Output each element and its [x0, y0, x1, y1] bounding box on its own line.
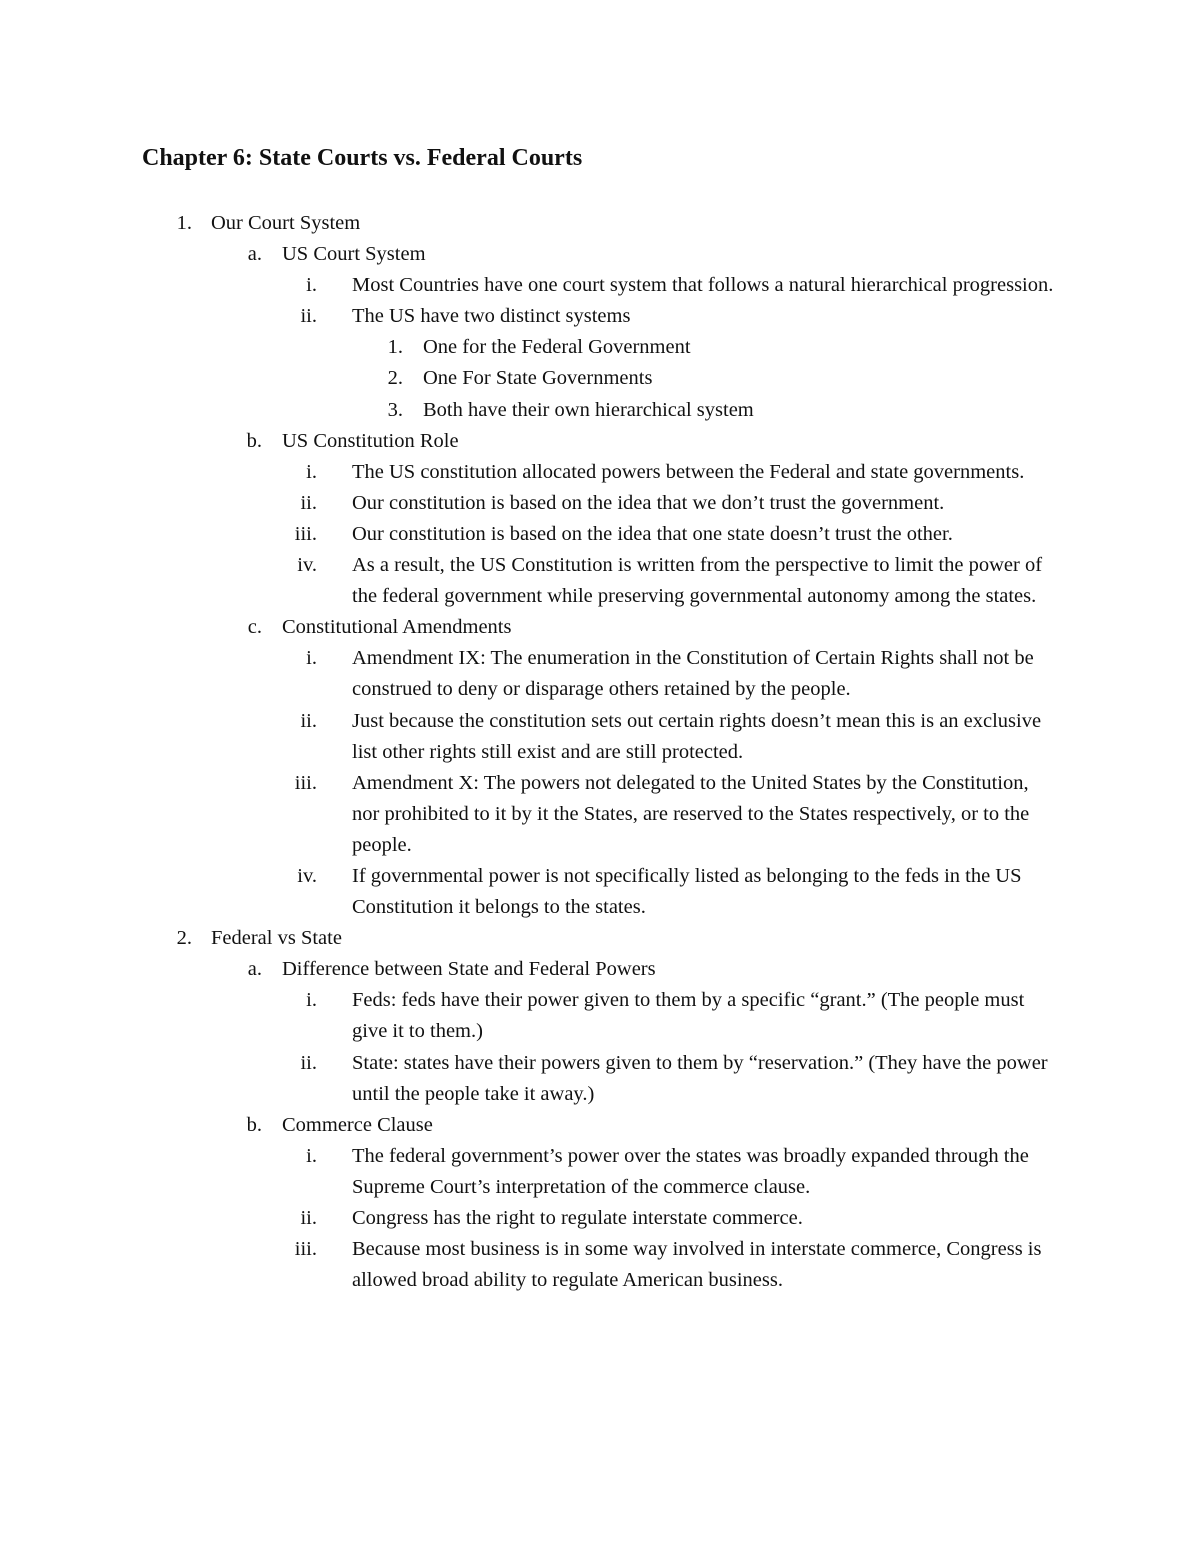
outline-text: Commerce Clause: [282, 1113, 433, 1136]
outline-text: Constitutional Amendments: [282, 616, 512, 639]
outline-marker: iii.: [294, 1238, 317, 1261]
outline-item: [0, 1141, 1200, 1203]
outline-text: The US constitution allocated powers between the Federal and state governments.: [352, 460, 1025, 483]
outline-marker: iii.: [294, 771, 317, 794]
outline-text: One For State Governments: [423, 367, 653, 390]
outline-text: Congress has the right to regulate interstate commerce.: [352, 1207, 803, 1229]
outline-item: [0, 706, 1200, 768]
outline-item: [0, 1203, 1200, 1234]
outline-marker: iv.: [297, 864, 317, 887]
outline-marker: ii.: [300, 305, 317, 328]
outline-marker: i.: [306, 1144, 317, 1167]
outline-text: Our constitution is based on the idea that one state doesn’t trust the other.: [352, 522, 953, 545]
outline-item: [0, 861, 1200, 923]
outline-marker: iv.: [297, 554, 317, 577]
outline-marker: 1.: [176, 212, 192, 234]
outline-text: If governmental power is not specifically listed as belonging to the feds in the US Constitution it belongs to the states.: [352, 864, 1022, 919]
outline-item: [0, 457, 1200, 488]
outline-marker: c.: [247, 616, 262, 639]
outline-item: [0, 1234, 1200, 1296]
outline-marker: a.: [247, 243, 262, 266]
outline-marker: ii.: [300, 1051, 317, 1074]
outline-item: [0, 301, 1200, 332]
outline-item: [0, 923, 1200, 954]
outline-item: [0, 612, 1200, 643]
outline-marker: i.: [306, 460, 317, 483]
outline-text: US Court System: [282, 243, 426, 266]
outline-text: Feds: feds have their power given to them by a specific “grant.” (The people must give it to them.): [352, 989, 1025, 1043]
outline-item: [0, 1110, 1200, 1141]
outline-text: Our constitution is based on the idea that we don’t trust the government.: [352, 491, 945, 514]
outline-item: [0, 488, 1200, 519]
outline-marker: iii.: [294, 522, 317, 545]
outline-item: [0, 208, 1200, 239]
outline-text: Federal vs State: [211, 927, 342, 950]
outline-marker: ii.: [300, 1207, 317, 1229]
outline-item: [0, 1048, 1200, 1110]
outline-item: [0, 239, 1200, 270]
outline-marker: i.: [306, 274, 317, 297]
outline-text: Difference between State and Federal Powers: [282, 958, 656, 981]
outline-text: Amendment IX: The enumeration in the Constitution of Certain Rights shall not be construed to deny or disparage others retained by the people.: [352, 647, 1034, 701]
outline-marker: 1.: [387, 336, 403, 359]
outline-text: The federal government’s power over the states was broadly expanded through the Supreme Court’s interpretation of the commerce clause.: [352, 1144, 1029, 1198]
outline-text: As a result, the US Constitution is written from the perspective to limit the power of the federal government while preserving governmental autonomy among the states.: [352, 554, 1043, 608]
outline-text: Amendment X: The powers not delegated to the United States by the Constitution, nor prohibited to it by it the States, are reserved to the States respectively, or to the people.: [352, 771, 1030, 856]
outline-marker: ii.: [300, 491, 317, 514]
outline-item: [0, 954, 1200, 985]
outline-marker: ii.: [300, 709, 317, 732]
outline-text: Both have their own hierarchical system: [423, 398, 754, 421]
outline-text: Just because the constitution sets out certain rights doesn’t mean this is an exclusive list other rights still exist and are still protected.: [352, 709, 1042, 763]
outline-marker: 2.: [176, 927, 192, 950]
outline-item: [0, 519, 1200, 550]
outline-item: [0, 363, 1200, 394]
outline-text: One for the Federal Government: [423, 336, 691, 359]
outline-marker: b.: [246, 1113, 262, 1136]
outline-item: [0, 985, 1200, 1047]
page-title: Chapter 6: State Courts vs. Federal Courts: [142, 145, 583, 171]
outline-marker: i.: [306, 647, 317, 670]
outline-item: [0, 395, 1200, 426]
outline-text: Our Court System: [211, 212, 361, 234]
outline-item: [0, 550, 1200, 612]
outline-item: [0, 643, 1200, 705]
outline-item: [0, 426, 1200, 457]
outline-marker: b.: [246, 429, 262, 452]
outline-marker: i.: [306, 989, 317, 1012]
outline-marker: a.: [247, 958, 262, 981]
outline-item: [0, 768, 1200, 861]
outline-text: State: states have their powers given to them by “reservation.” (They have the power until the people take it away.): [352, 1051, 1048, 1105]
outline-text: US Constitution Role: [282, 429, 459, 452]
outline-marker: 2.: [387, 367, 403, 390]
outline-marker: 3.: [387, 398, 403, 421]
outline-item: [0, 332, 1200, 363]
outline-list: [0, 208, 1200, 1296]
outline-text: Most Countries have one court system that follows a natural hierarchical progression.: [352, 274, 1054, 297]
outline-item: [0, 270, 1200, 301]
outline-text: Because most business is in some way involved in interstate commerce, Congress is allowed broad ability to regulate American business.: [352, 1238, 1042, 1292]
outline-text: The US have two distinct systems: [352, 305, 631, 328]
